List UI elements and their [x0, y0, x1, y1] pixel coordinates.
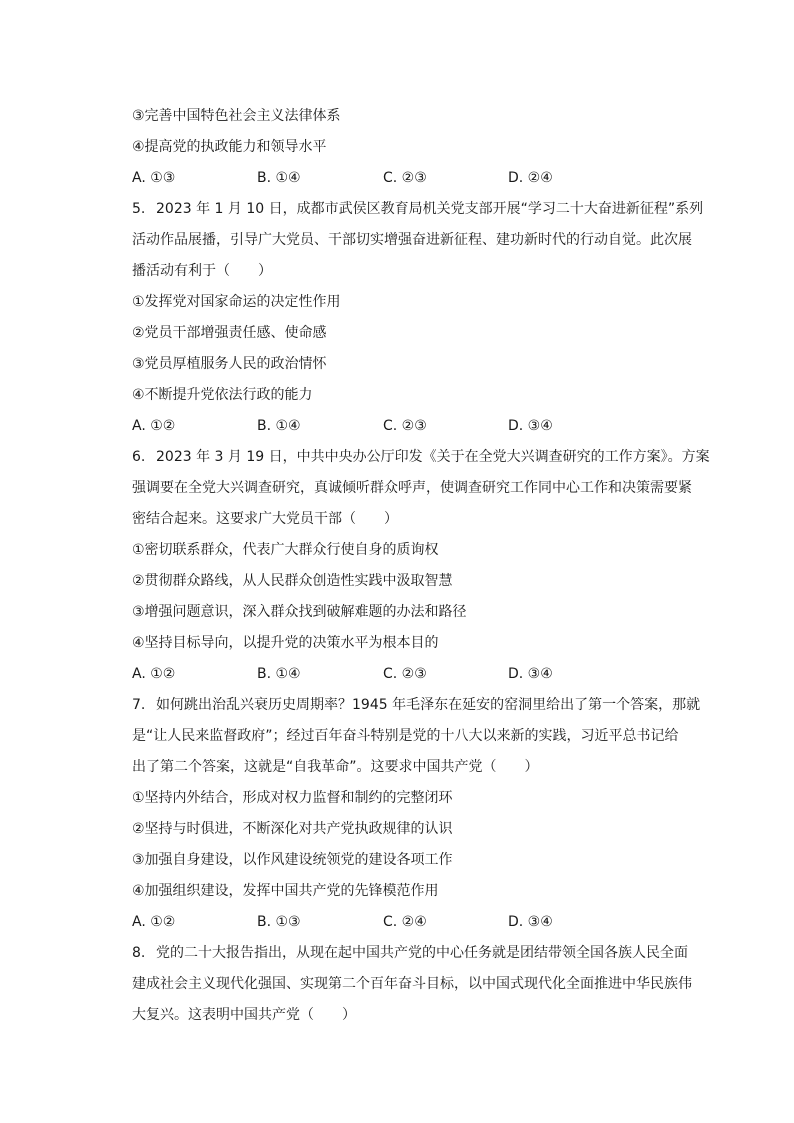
question-5-stem-line: 5. 2023 年 1 月 10 日，成都市武侯区教育局机关党支部开展“学习二十大奋进新征程”系列 — [132, 194, 692, 225]
choice-b: B. ①③ — [257, 914, 301, 930]
question-5-stem-line: 活动作品展播，引导广大党员、干部切实增强奋进新征程、建功新时代的行动自觉。此次展 — [132, 232, 692, 248]
option-4: ④不断提升党依法行政的能力 — [132, 387, 313, 403]
option-4: ④坚持目标导向，以提升党的决策水平为根本目的 — [132, 635, 439, 651]
choice-a: A. ①③ — [132, 170, 176, 186]
choice-a: A. ①② — [132, 914, 176, 930]
choice-d: D. ③④ — [508, 914, 553, 930]
answer-choices — [132, 163, 692, 194]
question-7-stem-line: 7. 如何跳出治乱兴衰历史周期率？1945 年毛泽东在延安的窑洞里给出了第一个答案，那就 — [132, 690, 692, 721]
option-1: ①发挥党对国家命运的决定性作用 — [132, 294, 341, 310]
question-6-stem-line: 密结合起来。这要求广大党员干部（ ） — [132, 511, 398, 527]
choice-c: C. ②③ — [383, 418, 427, 434]
choice-c: C. ②③ — [383, 170, 427, 186]
question-8-stem-line: 大复兴。这表明中国共产党（ ） — [132, 1007, 356, 1023]
option-1: ①坚持内外结合，形成对权力监督和制约的完整闭环 — [132, 790, 453, 806]
question-6-stem-line: 6. 2023 年 3 月 19 日，中共中央办公厅印发《关于在全党大兴调查研究的工作方案》。方案 — [132, 442, 692, 473]
option-3: ③加强自身建设，以作风建设统领党的建设各项工作 — [132, 852, 453, 868]
question-number: 5. — [132, 201, 146, 217]
choice-b: B. ①④ — [257, 418, 301, 434]
choice-c: C. ②④ — [383, 914, 427, 930]
option-3: ③增强问题意识，深入群众找到破解难题的办法和路径 — [132, 604, 467, 620]
option-1: ①密切联系群众，代表广大群众行使自身的质询权 — [132, 542, 439, 558]
option-3: ③完善中国特色社会主义法律体系 — [132, 108, 341, 124]
answer-choices — [132, 907, 692, 938]
question-8-stem-line: 8. 党的二十大报告指出，从现在起中国共产党的中心任务就是团结带领全国各族人民全面 — [132, 938, 692, 969]
answer-choices — [132, 659, 692, 690]
option-2: ②党员干部增强责任感、使命感 — [132, 325, 327, 341]
choice-d: D. ③④ — [508, 418, 553, 434]
question-7-stem-line: 出了第二个答案，这就是“自我革命”。这要求中国共产党（ ） — [132, 759, 539, 775]
question-5-stem-line: 播活动有利于（ ） — [132, 263, 272, 279]
option-2: ②贯彻群众路线，从人民群众创造性实践中汲取智慧 — [132, 573, 453, 589]
option-4: ④提高党的执政能力和领导水平 — [132, 139, 327, 155]
choice-c: C. ②③ — [383, 666, 427, 682]
question-number: 7. — [132, 697, 146, 713]
choice-a: A. ①② — [132, 666, 176, 682]
question-number: 6. — [132, 449, 146, 465]
answer-choices — [132, 411, 692, 442]
question-number: 8. — [132, 945, 146, 961]
question-7-stem-line: 是“让人民来监督政府”；经过百年奋斗特别是党的十八大以来新的实践，习近平总书记给 — [132, 728, 679, 744]
question-6-stem-line: 强调要在全党大兴调查研究，真诚倾听群众呼声，使调查研究工作同中心工作和决策需要紧 — [132, 480, 692, 496]
question-content — [132, 101, 710, 1031]
question-8-stem-line: 建成社会主义现代化强国、实现第二个百年奋斗目标，以中国式现代化全面推进中华民族伟 — [132, 976, 692, 992]
choice-d: D. ③④ — [508, 666, 553, 682]
option-2: ②坚持与时俱进，不断深化对共产党执政规律的认识 — [132, 821, 453, 837]
choice-b: B. ①④ — [257, 170, 301, 186]
choice-d: D. ②④ — [508, 170, 553, 186]
choice-b: B. ①④ — [257, 666, 301, 682]
option-4: ④加强组织建设，发挥中国共产党的先锋模范作用 — [132, 883, 439, 899]
choice-a: A. ①② — [132, 418, 176, 434]
option-3: ③党员厚植服务人民的政治情怀 — [132, 356, 327, 372]
